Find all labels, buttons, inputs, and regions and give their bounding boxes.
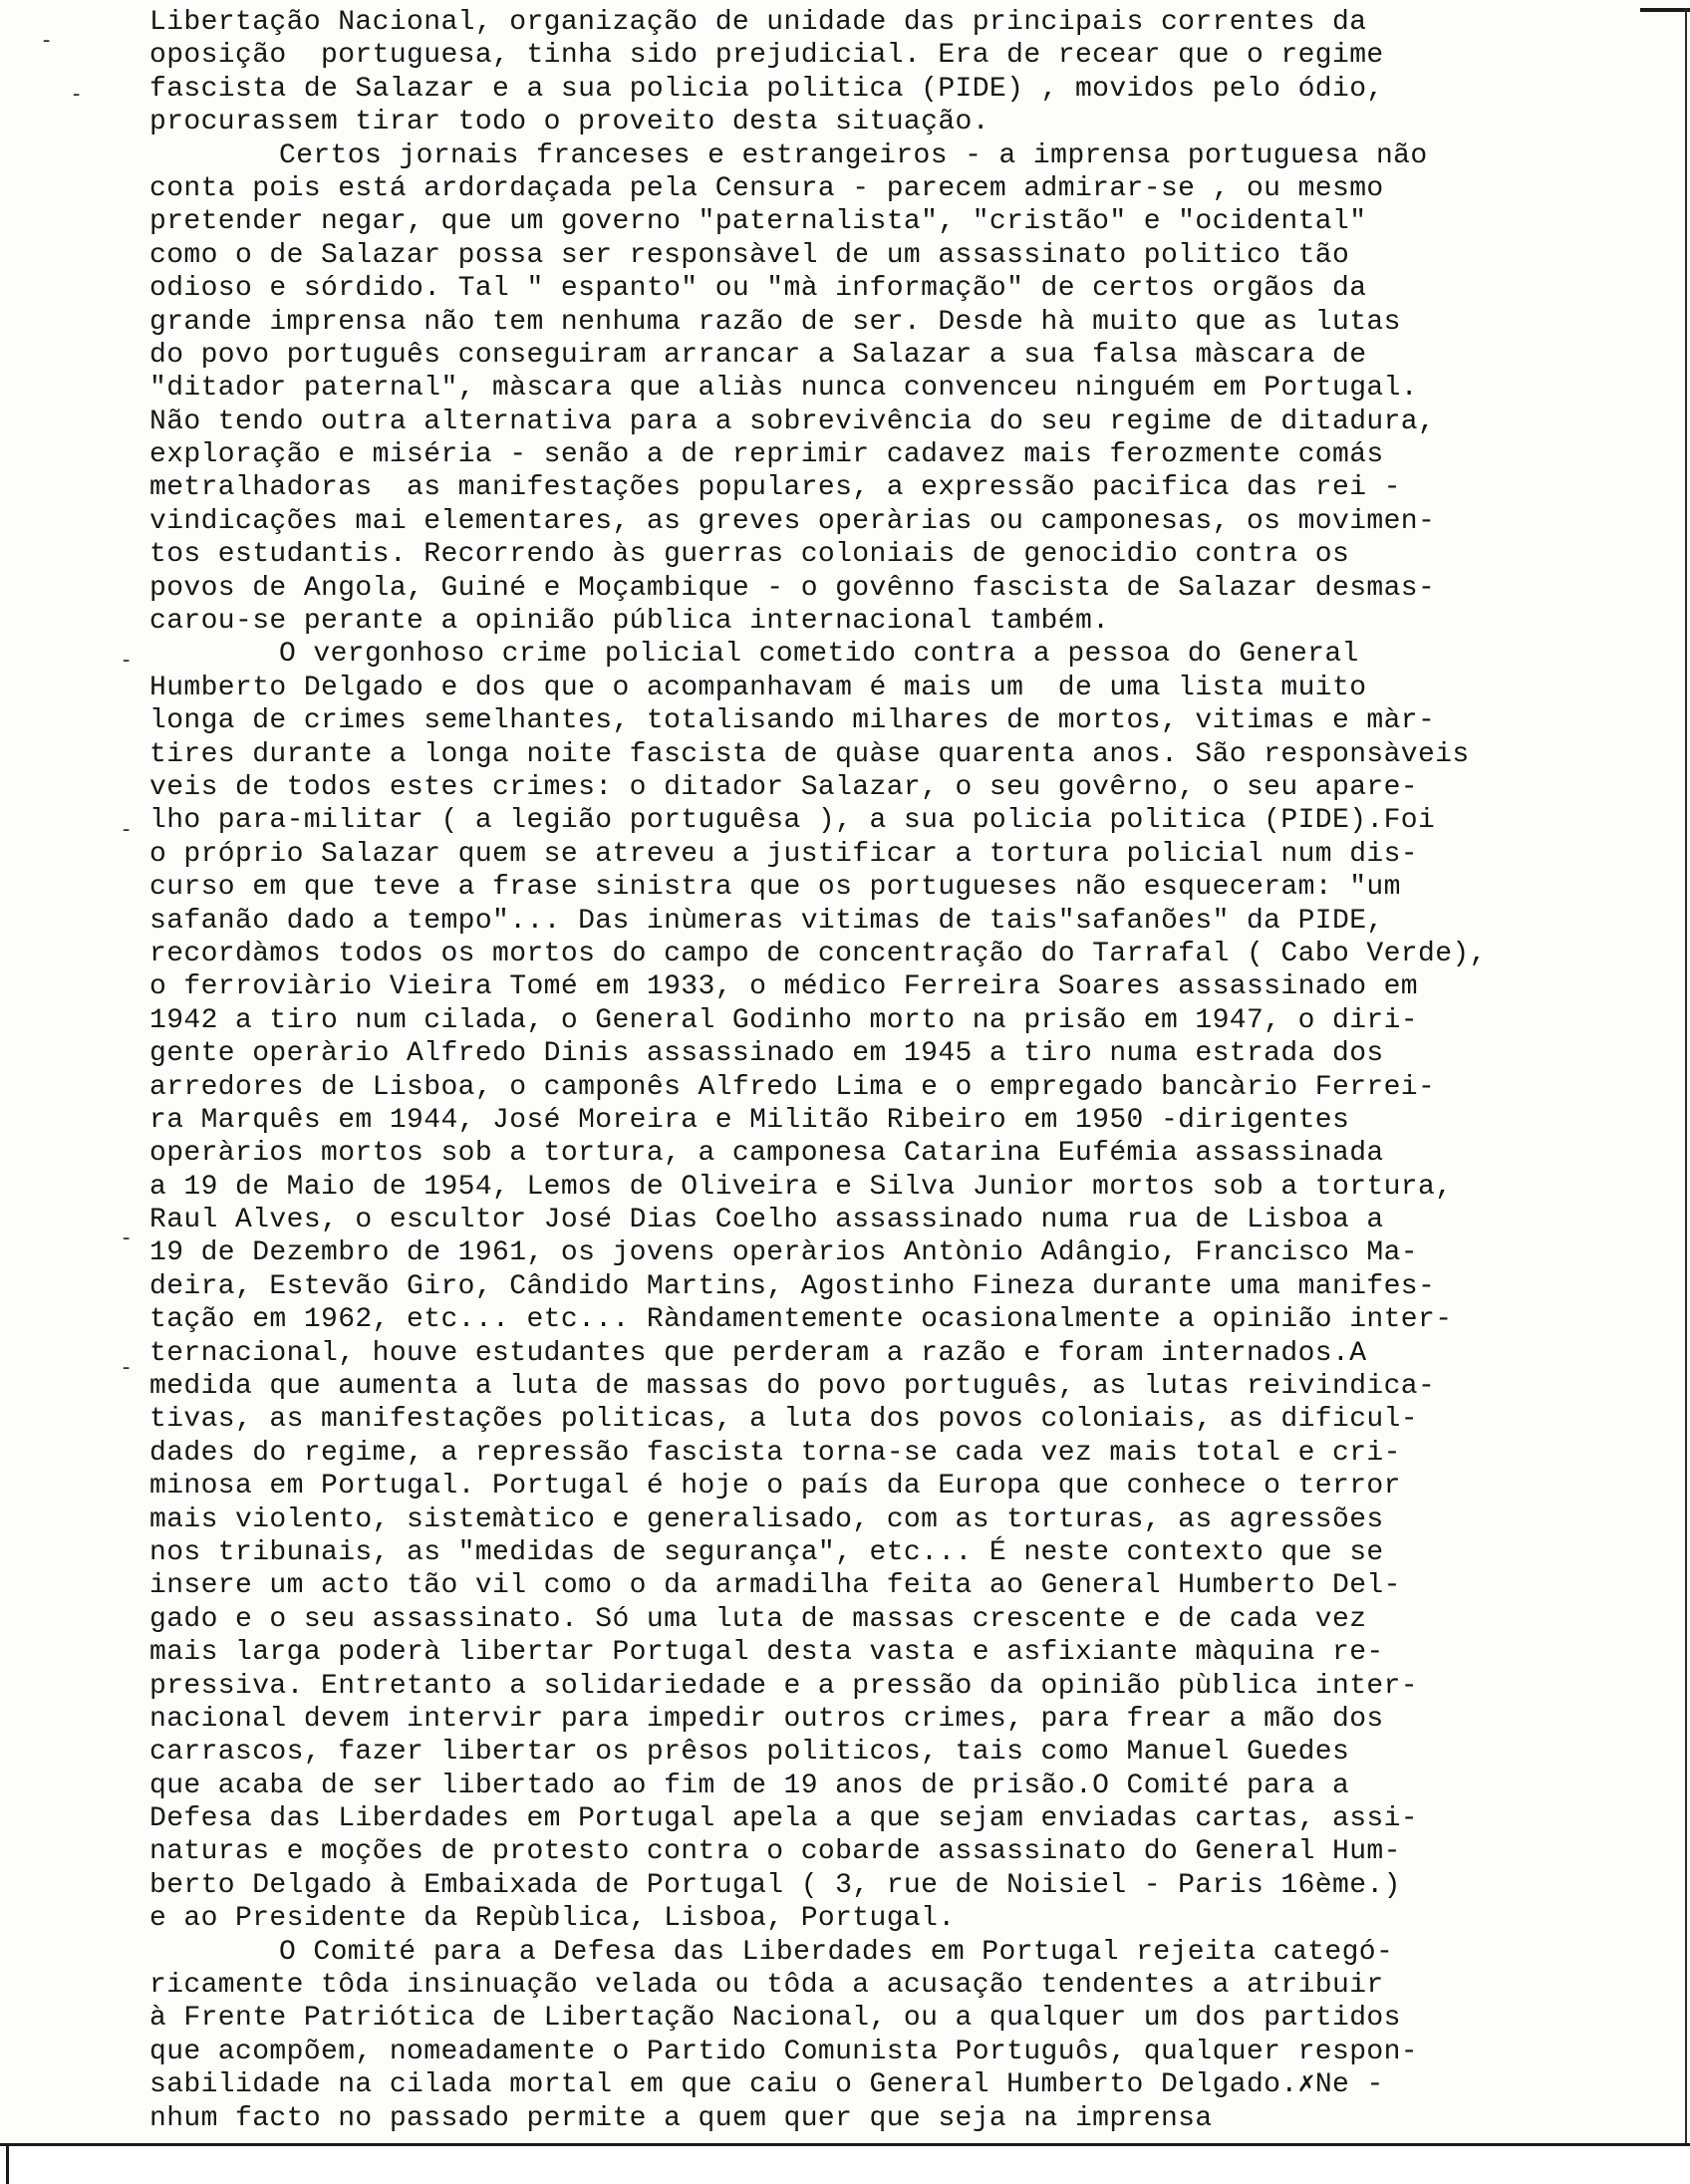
text-line: Não tendo outra alternativa para a sobrevivência do seu regime de ditadura,: [149, 406, 1436, 437]
text-line: nos tribunais, as "medidas de segurança", etc... É neste contexto que se: [149, 1536, 1384, 1568]
text-line: medida que aumenta a luta de massas do povo português, as lutas reivindica-: [149, 1371, 1436, 1403]
text-line: tação em 1962, etc... etc... Ràndamentemente ocasionalmente a opinião inter-: [149, 1304, 1453, 1336]
text-line: o ferroviàrio Vieira Tomé em 1933, o médico Ferreira Soares assassinado em: [149, 971, 1419, 1003]
text-line: exploração e miséria - senão a de reprimir cadavez mais ferozmente comás: [149, 439, 1384, 471]
text-line: a 19 de Maio de 1954, Lemos de Oliveira e Silva Junior mortos sob a tortura,: [149, 1171, 1453, 1203]
text-line: pretender negar, que um governo "paternalista", "cristão" e "ocidental": [149, 206, 1367, 238]
text-line: operàrios mortos sob a tortura, a camponesa Catarina Eufémia assassinada: [149, 1138, 1384, 1170]
text-line: Defesa das Liberdades em Portugal apela a que sejam enviadas cartas, assi-: [149, 1803, 1419, 1835]
text-line: arredores de Lisboa, o camponês Alfredo Lima e o empregado bancàrio Ferrei-: [149, 1071, 1436, 1103]
text-line: grande imprensa não tem nenhuma razão de ser. Desde hà muito que as lutas: [149, 306, 1401, 338]
text-line: tos estudantis. Recorrendo às guerras coloniais de genocidio contra os: [149, 539, 1350, 571]
text-line: carou-se perante a opinião pública internacional também.: [149, 606, 1110, 638]
text-line: O vergonhoso crime policial cometido contra a pessoa do General: [279, 639, 1359, 671]
text-line: naturas e moções de protesto contra o cobarde assassinato do General Hum-: [149, 1836, 1401, 1868]
margin-mark: -: [120, 1226, 134, 1250]
text-line: e ao Presidente da Repùblica, Lisboa, Portugal.: [149, 1903, 956, 1935]
text-line: à Frente Patriótica de Libertação Nacional, ou a qualquer um dos partidos: [149, 2003, 1401, 2035]
text-line: Raul Alves, o escultor José Dias Coelho assassinado numa rua de Lisboa a: [149, 1205, 1384, 1236]
text-line: ricamente tôda insinuação velada ou tôda a acusação tendentes a atribuir: [149, 1970, 1384, 2002]
text-line: carrascos, fazer libertar os prêsos politicos, tais como Manuel Guedes: [149, 1737, 1350, 1769]
text-line: 1942 a tiro num cilada, o General Godinho morto na prisão em 1947, o diri-: [149, 1004, 1419, 1036]
text-line: safanão dado a tempo"... Das inùmeras vitimas de tais"safanões" da PIDE,: [149, 905, 1384, 937]
text-line: Libertação Nacional, organização de unidade das principais correntes da: [149, 7, 1367, 38]
text-line: vindicações mai elementares, as greves operàrias ou camponesas, os movimen-: [149, 505, 1436, 537]
document-body: [149, 6, 1564, 2135]
scan-edge-right: [1685, 8, 1687, 2145]
text-line: veis de todos estes crimes: o ditador Salazar, o seu govêrno, o seu apare-: [149, 771, 1419, 803]
text-line: metralhadoras as manifestações populares, a expressão pacifica das rei -: [149, 472, 1401, 504]
text-line: curso em que teve a frase sinistra que os portugueses não esqueceram: "um: [149, 872, 1401, 904]
scan-edge-top: [1640, 8, 1690, 12]
text-line: deira, Estevão Giro, Cândido Martins, Agostinho Fineza durante uma manifes-: [149, 1270, 1436, 1302]
text-line: recordàmos todos os mortos do campo de concentração do Tarrafal ( Cabo Verde),: [149, 938, 1487, 969]
text-line: povos de Angola, Guiné e Moçambique - o govênno fascista de Salazar desmas-: [149, 572, 1436, 604]
text-line: procurassem tirar todo o proveito desta situação.: [149, 107, 989, 138]
text-line: mais violento, sistemàtico e generalisado, com as torturas, as agressões: [149, 1503, 1384, 1535]
text-line: fascista de Salazar e a sua policia politica (PIDE) , movidos pelo ódio,: [149, 73, 1384, 105]
text-line: sabilidade na cilada mortal em que caiu o General Humberto Delgado.✗Ne -: [149, 2069, 1384, 2101]
text-line: pressiva. Entretanto a solidariedade e a pressão da opinião pùblica inter-: [149, 1670, 1419, 1702]
text-line: ternacional, houve estudantes que perderam a razão e foram internados.A: [149, 1337, 1367, 1369]
text-line: gado e o seu assassinato. Só uma luta de massas crescente e de cada vez: [149, 1603, 1367, 1635]
text-line: O Comité para a Defesa das Liberdades em Portugal rejeita categó-: [279, 1936, 1394, 1968]
text-line: insere um acto tão vil como o da armadilha feita ao General Humberto Del-: [149, 1570, 1401, 1602]
text-line: "ditador paternal", màscara que aliàs nunca convenceu ninguém em Portugal.: [149, 373, 1419, 405]
scan-edge-bottom: [0, 2143, 1690, 2184]
margin-mark: -: [70, 82, 84, 107]
text-line: nacional devem intervir para impedir outros crimes, para frear a mão dos: [149, 1703, 1384, 1735]
text-line: Humberto Delgado e dos que o acompanhavam é mais um de uma lista muito: [149, 672, 1367, 703]
text-line: do povo português conseguiram arrancar a Salazar a sua falsa màscara de: [149, 339, 1367, 371]
text-line: o próprio Salazar quem se atreveu a justificar a tortura policial num dis-: [149, 838, 1419, 870]
text-line: oposição portuguesa, tinha sido prejudicial. Era de recear que o regime: [149, 40, 1384, 72]
text-line: tires durante a longa noite fascista de quàse quarenta anos. São responsàveis: [149, 738, 1470, 770]
text-line: tivas, as manifestações politicas, a luta dos povos coloniais, as dificul-: [149, 1404, 1419, 1436]
scan-edge-bottom-left: [6, 2144, 9, 2184]
text-line: lho para-militar ( a legião portuguêsa ), a sua policia politica (PIDE).Foi: [149, 805, 1436, 837]
text-line: minosa em Portugal. Portugal é hoje o país da Europa que conhece o terror: [149, 1471, 1401, 1502]
margin-mark: -: [120, 1355, 134, 1380]
text-line: ra Marquês em 1944, José Moreira e Militão Ribeiro em 1950 -dirigentes: [149, 1104, 1350, 1136]
text-line: nhum facto no passado permite a quem quer que seja na imprensa: [149, 2102, 1213, 2134]
text-line: 19 de Dezembro de 1961, os jovens operàrios Antònio Adângio, Francisco Ma-: [149, 1237, 1419, 1269]
margin-mark: -: [40, 28, 54, 53]
text-line: longa de crimes semelhantes, totalisando milhares de mortos, vitimas e màr-: [149, 705, 1436, 737]
text-line: gente operàrio Alfredo Dinis assassinado em 1945 a tiro numa estrada dos: [149, 1038, 1384, 1070]
text-line: que acaba de ser libertado ao fim de 19 anos de prisão.O Comité para a: [149, 1770, 1350, 1801]
margin-mark: -: [120, 648, 134, 673]
text-line: que acompõem, nomeadamente o Partido Comunista Portuguôs, qualquer respon-: [149, 2036, 1419, 2067]
margin-mark: -: [120, 817, 134, 842]
text-line: berto Delgado à Embaixada de Portugal ( 3, rue de Noisiel - Paris 16ème.): [149, 1869, 1401, 1901]
text-line: odioso e sórdido. Tal " espanto" ou "mà informação" de certos orgãos da: [149, 273, 1367, 305]
text-line: conta pois está ardordaçada pela Censura - parecem admirar-se , ou mesmo: [149, 172, 1384, 204]
text-line: como o de Salazar possa ser responsàvel de um assassinato politico tão: [149, 239, 1350, 271]
text-line: Certos jornais franceses e estrangeiros - a imprensa portuguesa não: [279, 139, 1428, 171]
text-line: dades do regime, a repressão fascista torna-se cada vez mais total e cri-: [149, 1437, 1401, 1469]
text-line: mais larga poderà libertar Portugal desta vasta e asfixiante màquina re-: [149, 1637, 1384, 1669]
